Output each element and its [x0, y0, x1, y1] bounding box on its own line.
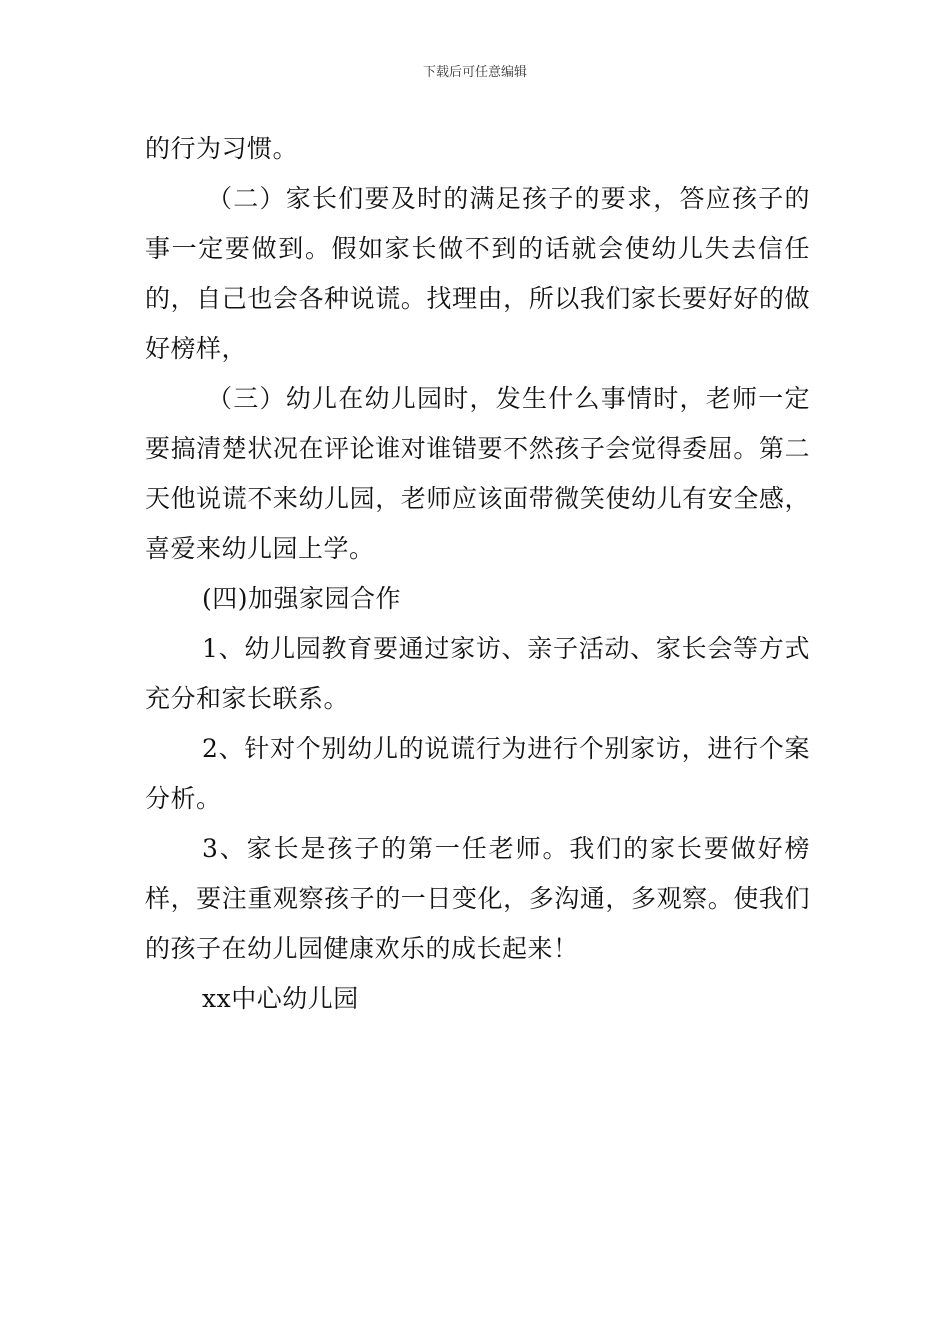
- list-item-1: 1、幼儿园教育要通过家访、亲子活动、家长会等方式充分和家长联系。: [145, 634, 810, 713]
- paragraph-continuation: 的行为习惯。: [145, 134, 299, 163]
- paragraph-section-two: （二）家长们要及时的满足孩子的要求，答应孩子的事一定要做到。假如家长做不到的话就会使幼儿失去信任的，自己也会各种说谎。找理由，所以我们家长要好好的做好榜样，: [145, 184, 810, 363]
- page-header: 下载后可任意编辑: [422, 65, 527, 80]
- document-body: [145, 124, 810, 1024]
- list-item-2: 2、针对个别幼儿的说谎行为进行个别家访，进行个案分析。: [145, 734, 810, 813]
- list-item-3: 3、家长是孩子的第一任老师。我们的家长要做好榜样，要注重观察孩子的一日变化，多沟通，多观察。使我们的孩子在幼儿园健康欢乐的成长起来！: [145, 834, 810, 963]
- section-four-heading: (四)加强家园合作: [202, 584, 402, 613]
- signature-organization: xx中心幼儿园: [202, 984, 359, 1013]
- paragraph-section-three: （三）幼儿在幼儿园时，发生什么事情时，老师一定要搞清楚状况在评论谁对谁错要不然孩子会觉得委屈。第二天他说谎不来幼儿园，老师应该面带微笑使幼儿有安全感，喜爱来幼儿园上学。: [145, 384, 810, 563]
